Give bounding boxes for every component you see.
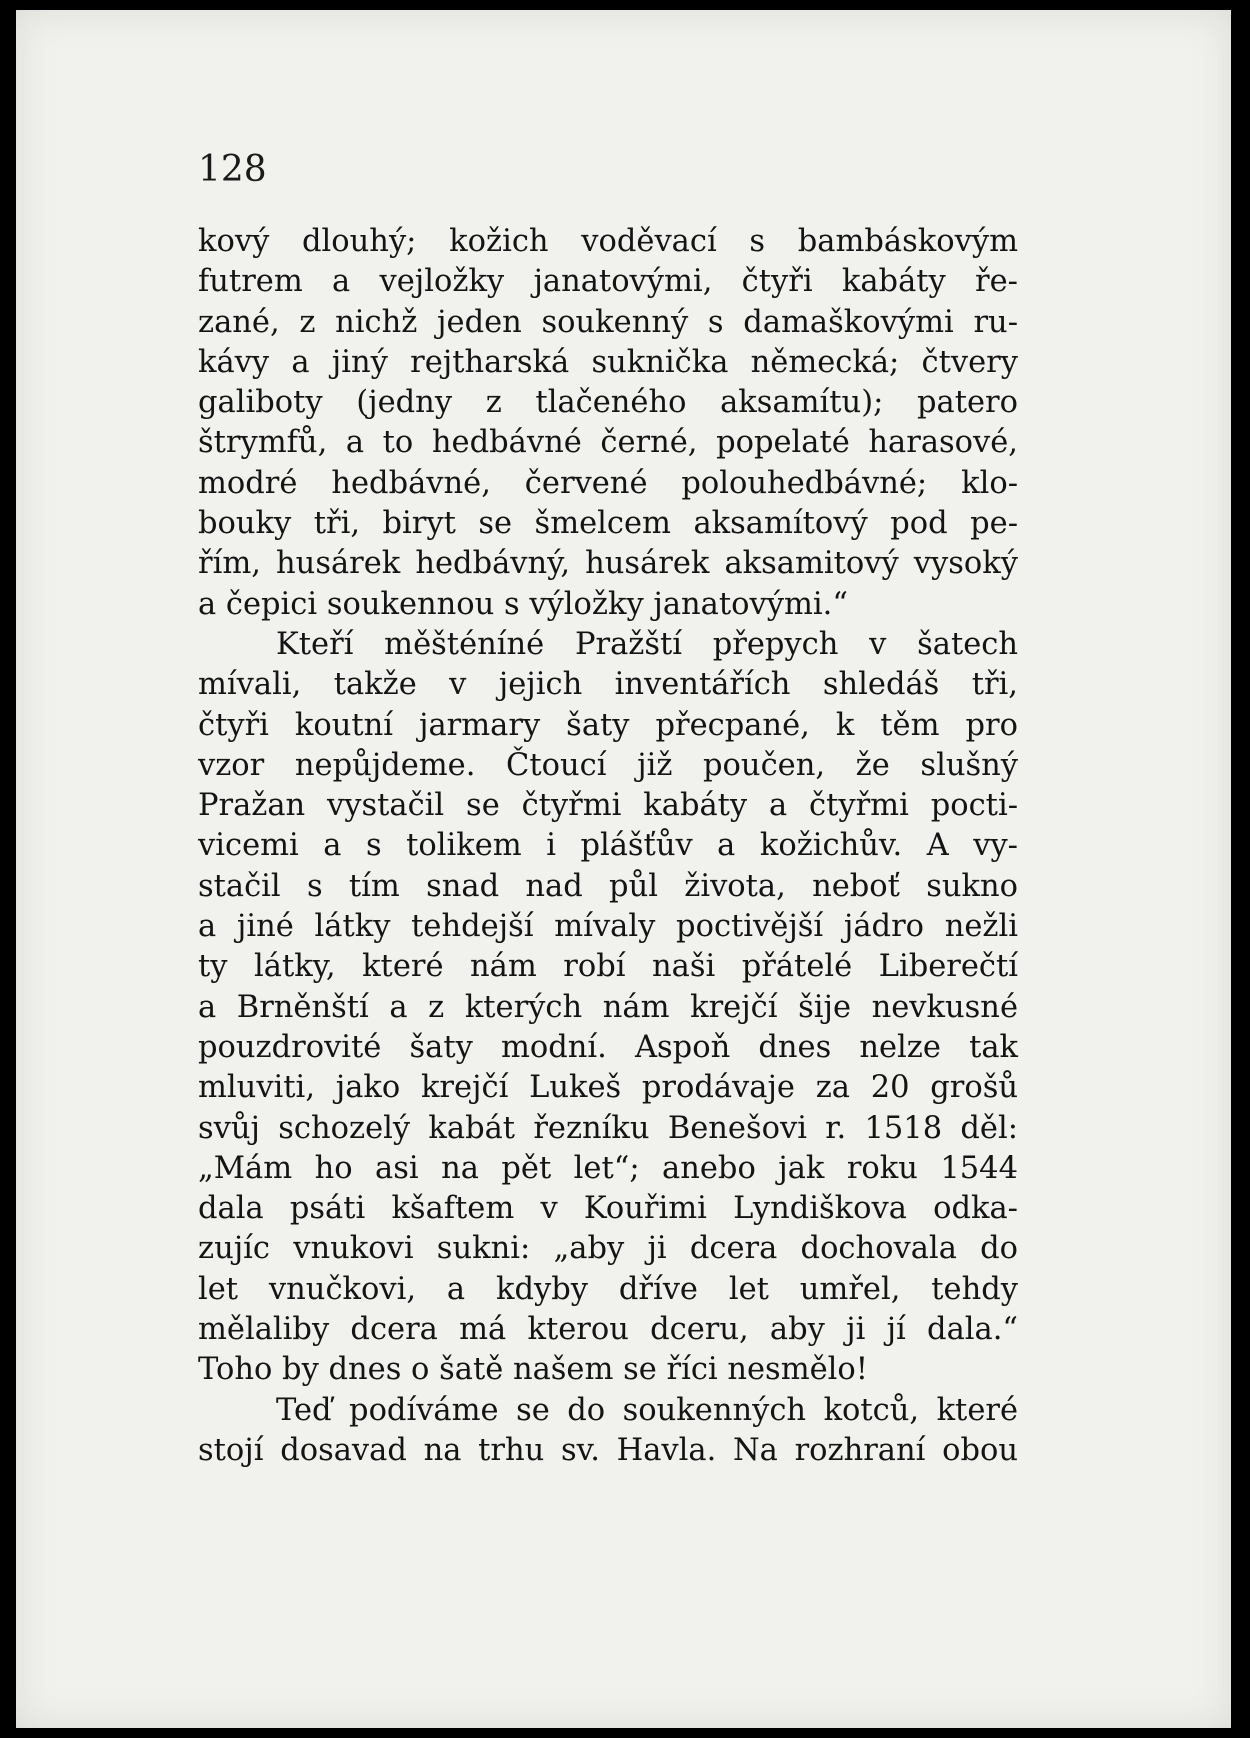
text-line: modré hedbávné, červené polouhedbávné; klo- (198, 465, 1018, 501)
text-line: „Mám ho asi na pět let“; anebo jak roku 1544 (198, 1150, 1018, 1186)
text-line: Kteří měšténíné Pražští přepych v šatech (276, 626, 1018, 662)
text-line: Teď podíváme se do soukenných kotců, které (276, 1392, 1018, 1428)
text-line: svůj schozelý kabát řezníku Benešovi r. 1518 děl: (198, 1110, 1018, 1146)
text-line: řím, husárek hedbávný, husárek aksamitový vysoký (198, 546, 1018, 582)
text-line: vzor nepůjdeme. Čtoucí již poučen, že slušný (198, 747, 1018, 783)
body-text (198, 222, 1018, 1471)
text-line: stojí dosavad na trhu sv. Havla. Na rozhraní obou (198, 1432, 1018, 1468)
text-line: ty látky, které nám robí naši přátelé Liberečtí (198, 949, 1018, 985)
text-line: galiboty (jedny z tlačeného aksamítu); patero (198, 385, 1018, 421)
text-line: zané, z nichž jeden soukenný s damaškovými ru- (198, 304, 1018, 340)
text-line: vicemi a s tolikem i plášťův a kožichův. A vy- (198, 828, 1018, 864)
book-page (16, 10, 1231, 1728)
text-line: stačil s tím snad nad půl života, neboť sukno (198, 868, 1018, 904)
text-line: Pražan vystačil se čtyřmi kabáty a čtyřmi pocti- (198, 788, 1018, 824)
page-number: 128 (198, 149, 267, 190)
text-line: dala psáti kšaftem v Kouřimi Lyndiškova odka- (198, 1191, 1018, 1227)
text-line: mívali, takže v jejich inventářích shledáš tři, (198, 667, 1018, 703)
text-line: kávy a jiný rejtharská suknička německá; čtvery (198, 344, 1018, 380)
text-line: čtyři koutní jarmary šaty přecpané, k těm pro (198, 707, 1018, 743)
text-line: pouzdrovité šaty modní. Aspoň dnes nelze tak (198, 1029, 1018, 1065)
text-line: kový dlouhý; kožich voděvací s bambáskovým (198, 224, 1018, 259)
text-line: let vnučkovi, a kdyby dříve let umřel, tehdy (198, 1271, 1018, 1307)
text-line: štrymfů, a to hedbávné černé, popelaté harasové, (198, 425, 1018, 461)
text-line: a jiné látky tehdejší mívaly poctivější jádro nežli (198, 909, 1018, 945)
text-line: a Brněnští a z kterých nám krejčí šije nevkusné (198, 989, 1018, 1025)
text-line: mělaliby dcera má kterou dceru, aby ji jí dala.“ (198, 1312, 1018, 1348)
text-line: Toho by dnes o šatě našem se říci nesmělo! (198, 1352, 869, 1388)
text-line: a čepici soukennou s výložky janatovými.“ (198, 586, 848, 622)
text-line: zujíc vnukovi sukni: „aby ji dcera dochovala do (198, 1231, 1018, 1267)
text-line: mluviti, jako krejčí Lukeš prodávaje za 20 grošů (198, 1070, 1018, 1106)
text-line: futrem a vejložky janatovými, čtyři kabáty ře- (198, 264, 1018, 300)
text-line: bouky tři, biryt se šmelcem aksamítový pod pe- (198, 506, 1018, 542)
